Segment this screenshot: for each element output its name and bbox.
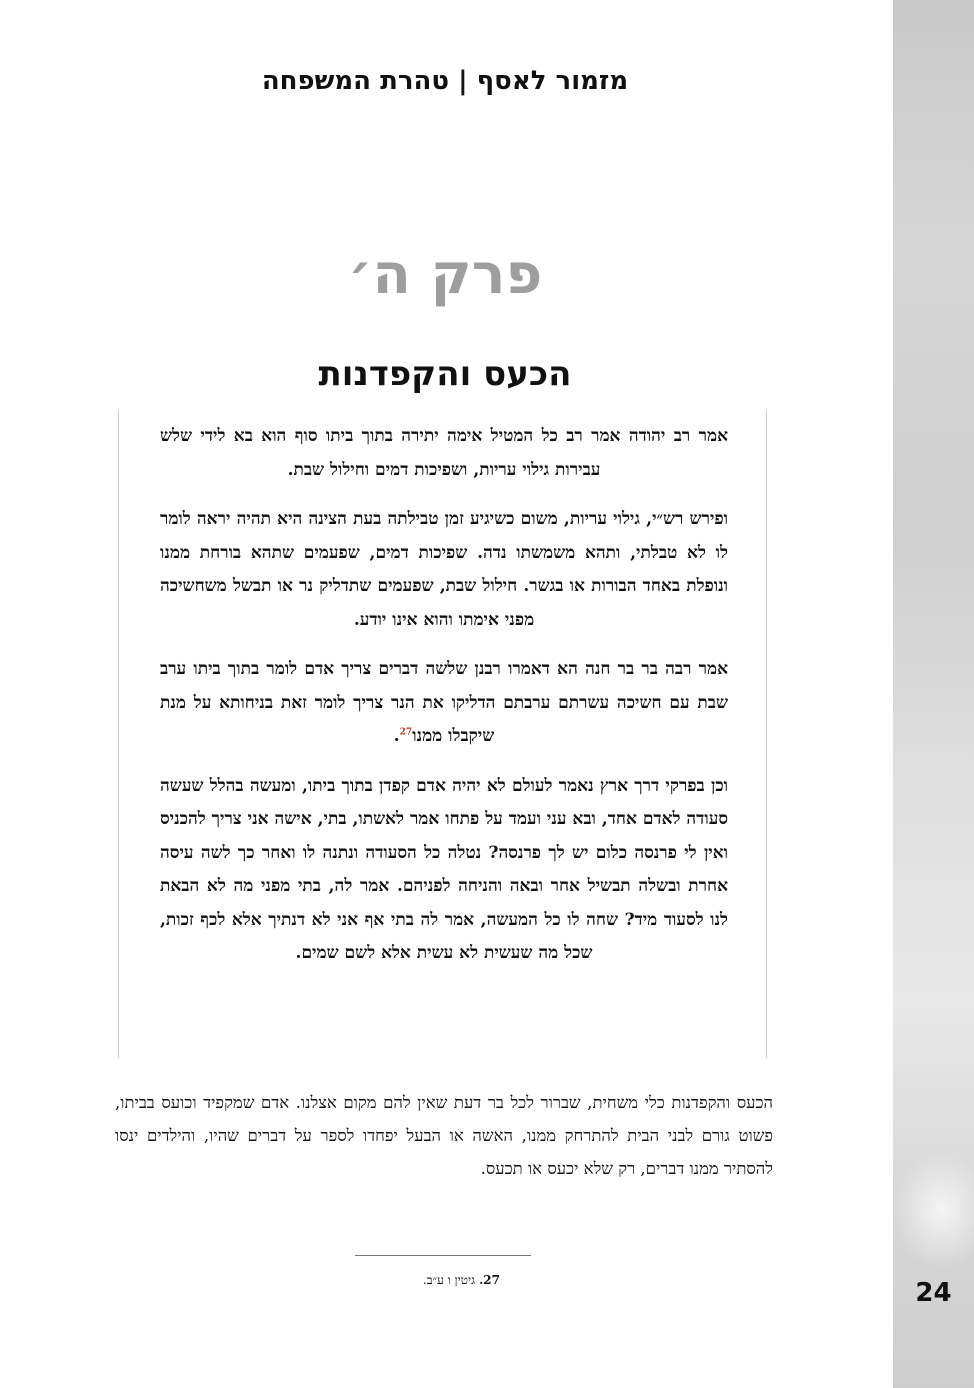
quote-paragraph: וכן בפרקי דרך ארץ נאמר לעולם לא יהיה אדם קפדן בתוך ביתו, ומעשה בהלל שעשה סעודה לאדם אחד, ובא עני ועמד על פתחו אמר לאשתו, בתי, אישה אני צריך להכניס ואין לי פרנסה כלום יש לך פרנסה? נטלה כל הסעודה ונתנה לו ואחר כך לשה עיסה אחרת ובשלה תבשיל אחר ובאה והניחה לפניהם. אמר לה, בתי מפני מה לא הבאת לנו לסעוד מיד? שחה לו כל המעשה, אמר לה בתי אף אני לא דנתיך אלא לכף זכות, שכל מה שעשית לא עשית אלא לשם שמים. — [160, 775, 728, 963]
quote-paragraph — [160, 653, 728, 754]
quote-paragraph-end: . — [393, 726, 400, 746]
page-number: 24 — [915, 1278, 952, 1308]
footnote-text: גיטין ו ע״ב. — [422, 1273, 476, 1287]
body-paragraph: הכעס והקפדנות כלי משחית, שברור לכל בר דעת שאין להם מקום אצלנו. אדם שמקפיד וכועס בביתו, פשוט גורם לבני הבית להתרחק ממנו, האשה או הבעל יפחדו לספר על דברים שהיו, והילדים ינסו להסתיר ממנו דברים, רק שלא יכעס או תכעס. — [115, 1093, 773, 1178]
decorative-side-strip — [893, 0, 974, 1388]
footnote-divider — [355, 1255, 531, 1256]
quote-block — [160, 420, 728, 987]
footnote-number: 27. — [479, 1273, 500, 1287]
chapter-number: פרק ה׳ — [347, 242, 543, 307]
running-header: מזמור לאסף | טהרת המשפחה — [261, 66, 629, 96]
quote-paragraph: אמר רב יהודה אמר רב כל המטיל אימה יתירה בתוך ביתו סוף הוא בא לידי שלש עבירות גילוי עריות, ושפיכות דמים וחילול שבת. — [160, 426, 728, 480]
footnote-reference[interactable]: 27 — [399, 727, 413, 738]
quote-paragraph: ופירש רש״י, גילוי עריות, משום כשיגיע זמן טבילתה בעת הצינה היא תהיה יראה לומר לו לא טבלתי, ותהא משמשתו נדה. שפיכות דמים, שפעמים שתהא בורחת ממנו ונופלת באחד הבורות או בגשר. חילול שבת, שפעמים שתדליק נר או תבשל משחשיכה מפני אימתו והוא אינו יודע. — [160, 509, 728, 630]
quote-paragraph-text: אמר רבה בר בר חנה הא דאמרו רבנן שלשה דברים צריך אדם לומר בתוך ביתו ערב שבת עם חשיכה עשרתם ערבתם הדליקו את הנר צריך לומר זאת בניחותא על מנת שיקבלו ממנו — [160, 659, 728, 746]
footnote — [300, 1273, 500, 1288]
chapter-title: הכעס והקפדנות — [318, 354, 572, 394]
